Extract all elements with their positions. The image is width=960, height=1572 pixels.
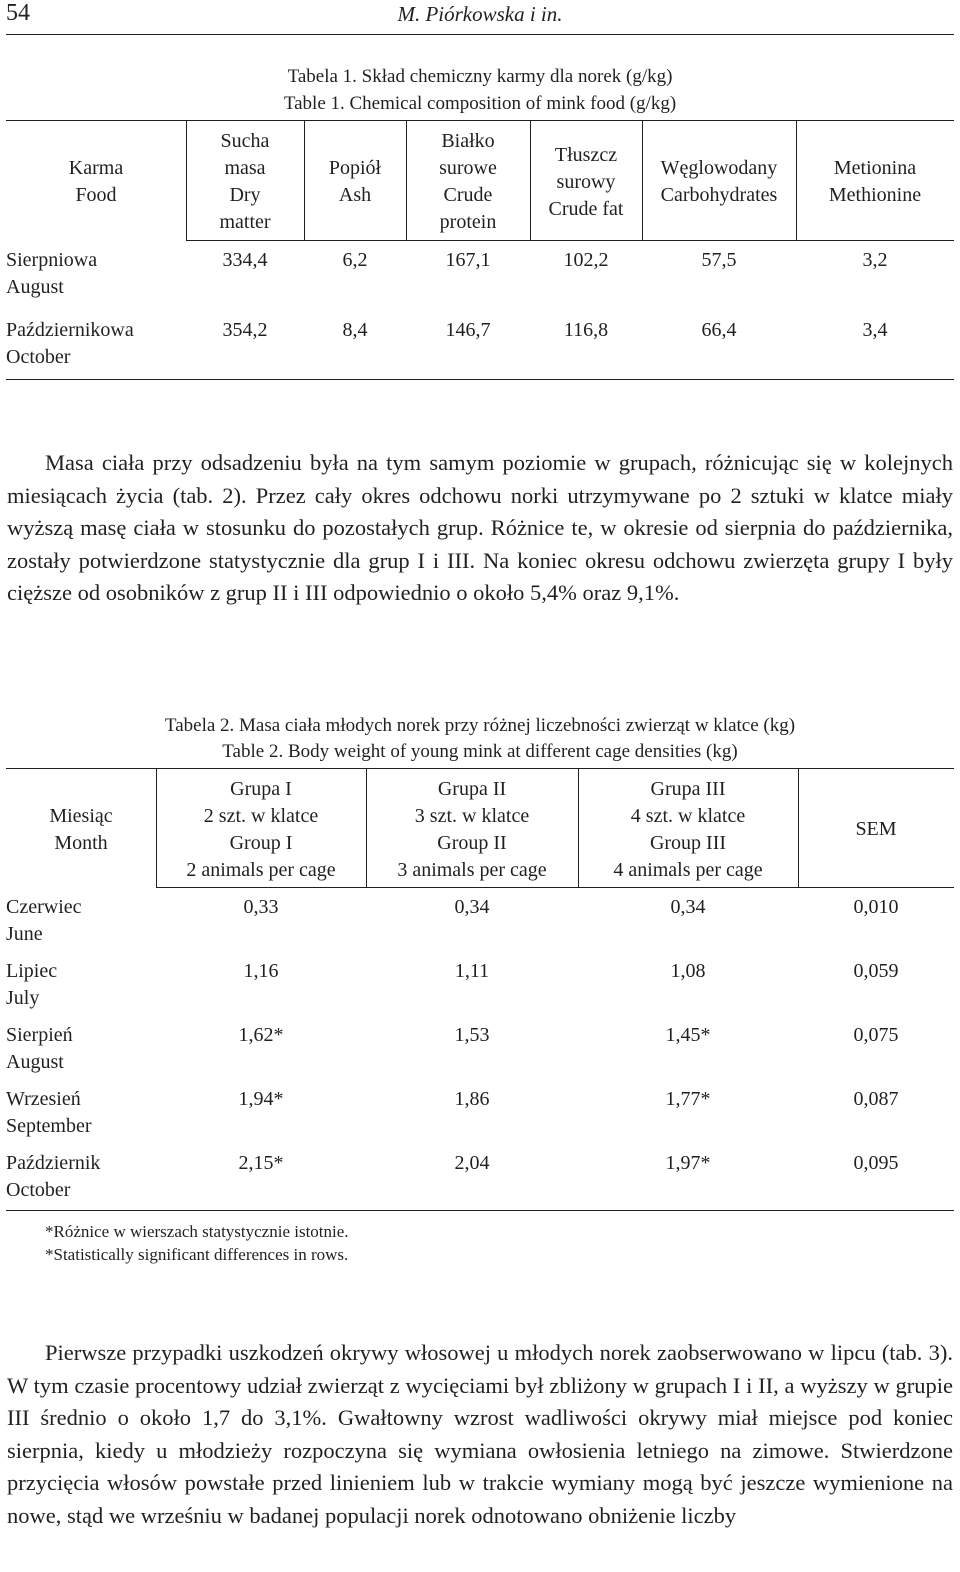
cell-value: 2,04	[454, 1152, 490, 1174]
cell-value: 3,2	[862, 249, 888, 271]
table-2-caption-pl: Tabela 2. Masa ciała młodych norek przy różnej liczebności zwierząt w klatce (kg)	[164, 715, 796, 736]
cell-value: 0,087	[853, 1088, 899, 1110]
table-2-top-rule	[6, 768, 954, 769]
table-row	[0, 1022, 960, 1078]
cell-value: 1,97*	[665, 1152, 711, 1174]
cell-value: 146,7	[445, 319, 491, 341]
row-label: Wrzesień September	[6, 1088, 92, 1137]
table-1-caption-en: Table 1. Chemical composition of mink food (g/kg)	[283, 93, 677, 114]
cell-value: 334,4	[222, 249, 268, 271]
table-2-header-group-2: Grupa II 3 szt. w klatce Group II 3 animals per cage	[397, 778, 547, 881]
table-1-bottom-rule	[6, 379, 954, 380]
table-1-header-ash: Popiół Ash	[328, 157, 382, 206]
cell-value: 0,010	[853, 896, 899, 918]
cell-value: 1,77*	[665, 1088, 711, 1110]
cell-value: 1,11	[454, 960, 490, 982]
cell-value: 0,095	[853, 1152, 899, 1174]
table-1-top-rule	[6, 120, 954, 121]
body-paragraph-2: Pierwsze przypadki uszkodzeń okrywy włosowej u młodych norek zaobserwowano w lipcu (tab. 3). W tym czasie procentowy udział zwierząt z wycięciami był zbliżony w grupach I i II, a wyższy w grupie III średnio o około 1,7 do 3,1%. Gwałtowny wzrost wadliwości okrywy miał miejsce pod koniec sierpnia, kiedy u młodzieży rozpoczyna się wymiana owłosienia letniego na zimowe. Stwierdzone przycięcia włosów powstałe przed linieniem lub w trakcie wymiany mogą być jeszcze wymienione na nowe, stąd we wrześniu w badanej populacji norek odnotowano obniżenie liczby	[7, 1340, 953, 1528]
table-1-header-dry-matter: Sucha masa Dry matter	[219, 130, 271, 233]
cell-value: 1,08	[670, 960, 706, 982]
cell-value: 1,94*	[238, 1088, 284, 1110]
table-1-caption-pl: Tabela 1. Skład chemiczny karmy dla norek (g/kg)	[287, 66, 673, 87]
cell-value: 0,075	[853, 1024, 899, 1046]
cell-value: 0,34	[454, 896, 490, 918]
cell-value: 57,5	[701, 249, 737, 271]
cell-value: 1,53	[454, 1024, 490, 1046]
table-row	[0, 317, 960, 373]
cell-value: 1,62*	[238, 1024, 284, 1046]
cell-value: 0,34	[670, 896, 706, 918]
table-2-footnote-en: *Statistically significant differences in rows.	[45, 1245, 349, 1264]
body-paragraph-1: Masa ciała przy odsadzeniu była na tym samym poziomie w grupach, różnicując się w kolejnych miesiącach życia (tab. 2). Przez cały okres odchowu norki utrzymywane po 2 sztuki w klatce miały wyższą masę ciała w stosunku do pozostałych grup. Różnice te, w okresie od sierpnia do października, zostały potwierdzone statystycznie dla grup I i III. Na koniec okresu odchowu zwierzęta grupy I były cięższe od osobników z grup II i III odpowiednio o około 5,4% oraz 9,1%.	[7, 450, 953, 606]
cell-value: 3,4	[862, 319, 888, 341]
cell-value: 102,2	[563, 249, 609, 271]
cell-value: 0,059	[853, 960, 899, 982]
table-2-header-rule	[156, 887, 954, 888]
table-1-header-carbohydrates: Węglowodany Carbohydrates	[660, 157, 778, 206]
row-label: Sierpniowa August	[6, 249, 98, 298]
table-row	[0, 894, 960, 950]
cell-value: 116,8	[563, 319, 609, 341]
row-label: Czerwiec June	[6, 896, 82, 945]
table-1-header-rule	[186, 240, 954, 241]
cell-value: 6,2	[342, 249, 368, 271]
row-label: Październikowa October	[6, 319, 134, 368]
cell-value: 2,15*	[238, 1152, 284, 1174]
table-1-header-food: Karma Food	[68, 157, 124, 206]
table-2-footnote-pl: *Różnice w wierszach statystycznie istotnie.	[45, 1222, 349, 1241]
cell-value: 1,16	[243, 960, 279, 982]
cell-value: 66,4	[701, 319, 737, 341]
table-1-header-methionine: Metionina Methionine	[828, 157, 922, 206]
header-rule	[6, 34, 954, 35]
cell-value: 167,1	[445, 249, 491, 271]
table-1-header-crude-fat: Tłuszcz surowy Crude fat	[548, 144, 624, 220]
table-row	[0, 1150, 960, 1206]
row-label: Sierpień August	[6, 1024, 73, 1073]
row-label: Lipiec July	[6, 960, 58, 1009]
table-row	[0, 247, 960, 303]
cell-value: 0,33	[243, 896, 279, 918]
cell-value: 1,86	[454, 1088, 490, 1110]
table-2-header-month: Miesiąc Month	[49, 805, 113, 854]
table-2-header-group-3: Grupa III 4 szt. w klatce Group III 4 animals per cage	[613, 778, 763, 881]
table-row	[0, 1086, 960, 1142]
table-2-header-sem: SEM	[855, 818, 897, 840]
table-1-header-crude-protein: Białko surowe Crude protein	[439, 130, 497, 233]
running-header-authors: M. Piórkowska i in.	[397, 2, 563, 26]
table-2-header-group-1: Grupa I 2 szt. w klatce Group I 2 animals per cage	[186, 778, 336, 881]
row-label: Październik October	[6, 1152, 101, 1201]
table-2-caption-en: Table 2. Body weight of young mink at different cage densities (kg)	[222, 741, 738, 762]
cell-value: 354,2	[222, 319, 268, 341]
table-row	[0, 958, 960, 1014]
cell-value: 8,4	[342, 319, 368, 341]
page-number: 54	[6, 0, 30, 26]
cell-value: 1,45*	[665, 1024, 711, 1046]
table-2-bottom-rule	[6, 1210, 954, 1211]
